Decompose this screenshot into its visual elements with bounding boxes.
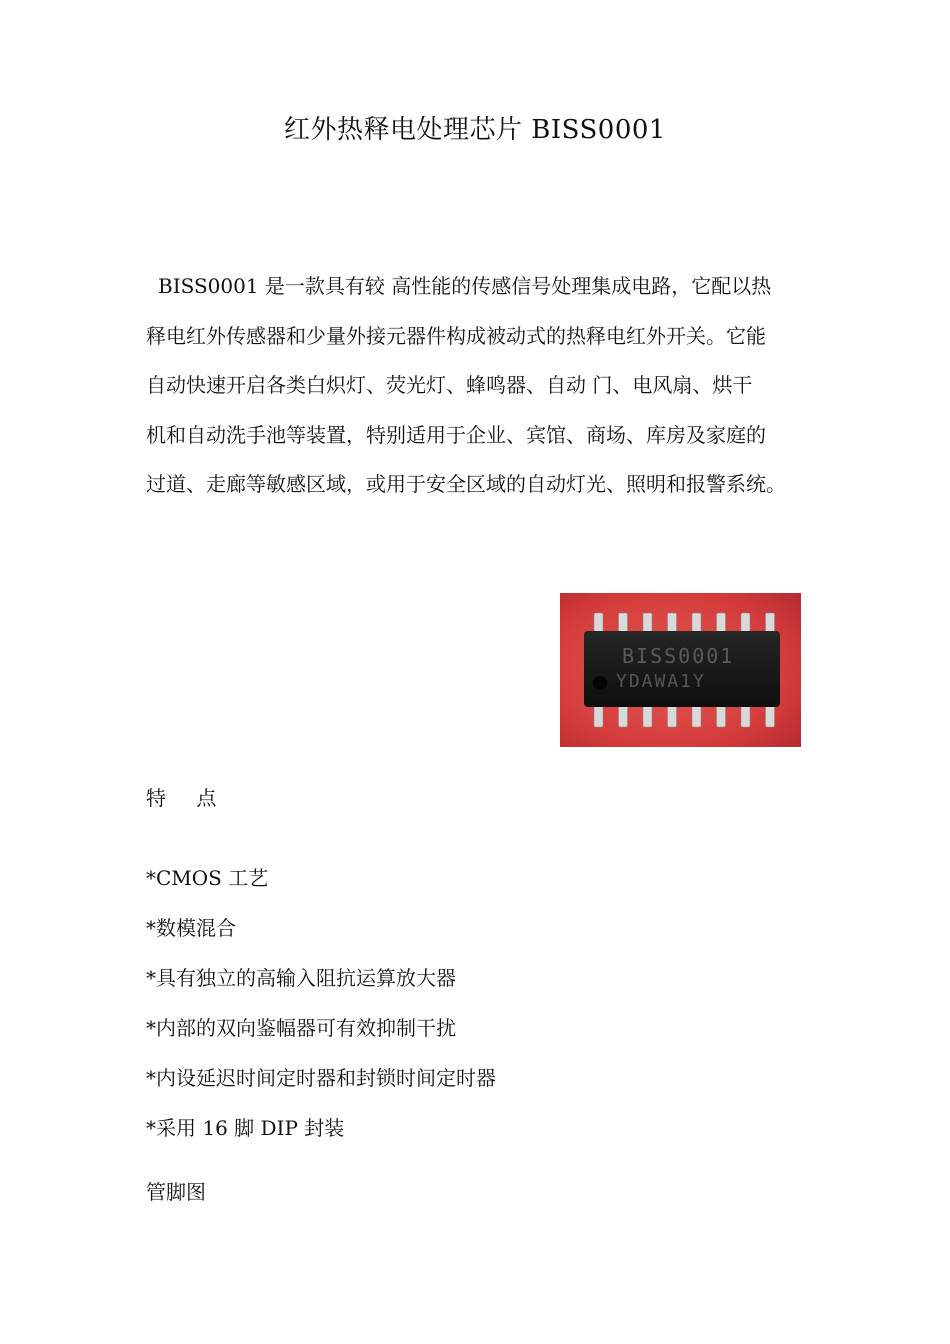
intro-line: BISS0001 是一款具有较 高性能的传感信号处理集成电路，它配以热 xyxy=(158,274,772,298)
chip-pin-top xyxy=(594,613,603,633)
chip-pin-bottom xyxy=(619,705,628,727)
features-list xyxy=(146,853,496,1153)
chip-marking-line1: BISS0001 xyxy=(622,644,735,668)
intro-paragraph xyxy=(146,262,810,510)
feature-item: *数模混合 xyxy=(146,916,236,940)
chip-pin-top xyxy=(668,613,677,633)
feature-item: *内部的双向鉴幅器可有效抑制干扰 xyxy=(146,1016,456,1040)
intro-line: 机和自动洗手池等装置，特别适用于企业、宾馆、商场、库房及家庭的 xyxy=(146,422,766,447)
chip-body xyxy=(584,631,780,707)
chip-pin-bottom xyxy=(766,705,775,727)
intro-line: 释电红外传感器和少量外接元器件构成被动式的热释电红外开关。它能 xyxy=(146,323,766,348)
chip-pin-top xyxy=(766,613,775,633)
chip-pin-bottom xyxy=(668,705,677,727)
feature-item: *采用 16 脚 DIP 封装 xyxy=(146,1116,345,1140)
chip-pin-top xyxy=(619,613,628,633)
chip-pin-bottom xyxy=(643,705,652,727)
chip-pin-bottom xyxy=(594,705,603,727)
chip-pin-bottom xyxy=(717,705,726,727)
chip-pin-top xyxy=(741,613,750,633)
chip-photo xyxy=(560,593,801,747)
document-title: 红外热释电处理芯片 BISS0001 xyxy=(284,115,666,145)
pin1-dot xyxy=(593,676,607,690)
chip-marking-line2: YDAWA1Y xyxy=(616,671,706,692)
chip-pin-bottom xyxy=(741,705,750,727)
chip-pin-top xyxy=(717,613,726,633)
feature-item: *CMOS 工艺 xyxy=(146,866,269,890)
chip-pin-bottom xyxy=(692,705,701,727)
features-heading: 特 点 xyxy=(146,786,229,810)
intro-line: 自动快速开启各类白炽灯、荧光灯、蜂鸣器、自动 门、电风扇、烘干 xyxy=(146,373,753,397)
intro-line: 过道、走廊等敏感区域，或用于安全区域的自动灯光、照明和报警系统。 xyxy=(146,472,786,496)
chip-pin-top xyxy=(692,613,701,633)
feature-item: *具有独立的高输入阻抗运算放大器 xyxy=(146,966,456,990)
pinout-heading: 管脚图 xyxy=(146,1180,206,1204)
chip-pin-top xyxy=(643,613,652,633)
feature-item: *内设延迟时间定时器和封锁时间定时器 xyxy=(146,1066,496,1090)
